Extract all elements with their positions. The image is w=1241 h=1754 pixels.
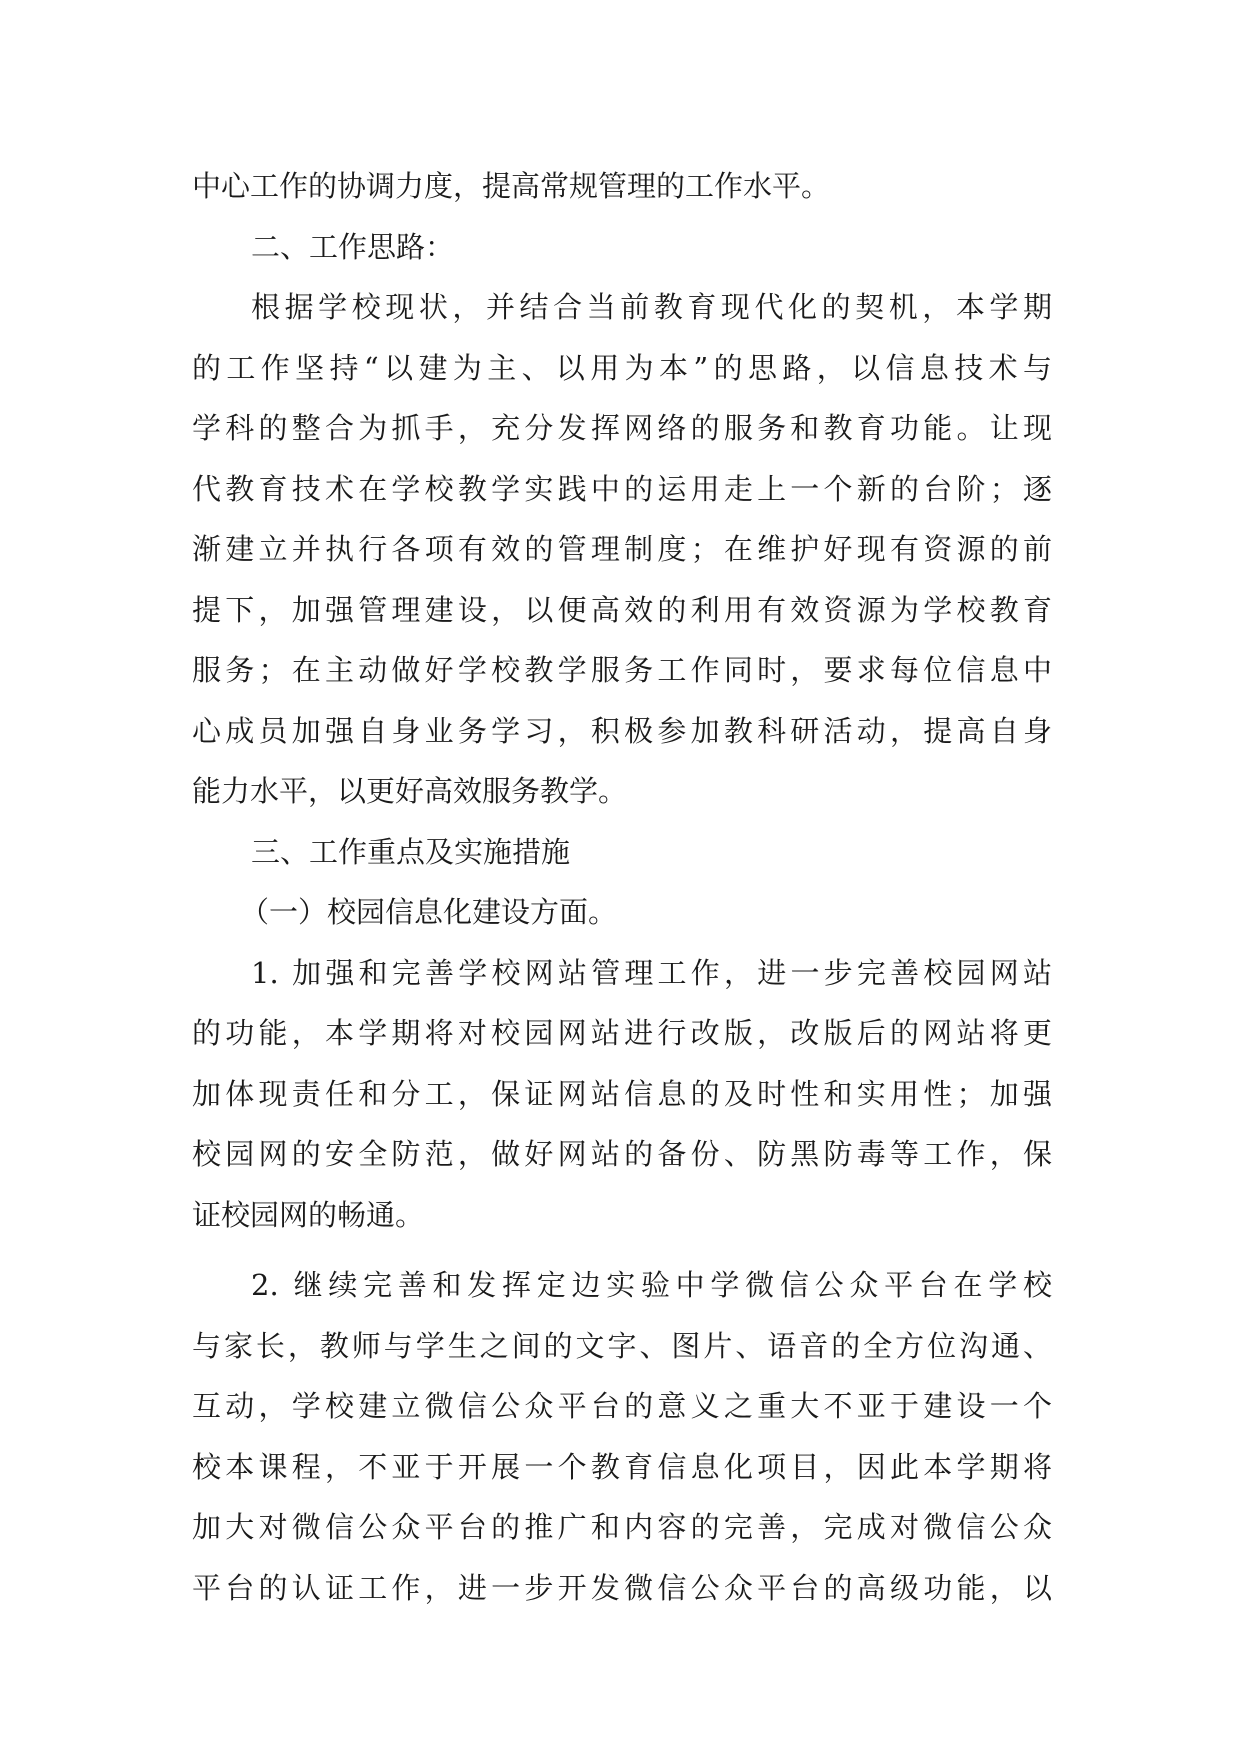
text-line: 加体现责任和分工，保证网站信息的及时性和实用性；加强 — [192, 1076, 1052, 1111]
text-line: 三、工作重点及实施措施 — [251, 834, 571, 869]
paragraph — [192, 822, 1052, 883]
text-line: 心成员加强自身业务学习，积极参加教科研活动，提高自身 — [192, 713, 1052, 748]
text-line: 校本课程，不亚于开展一个教育信息化项目，因此本学期将 — [192, 1449, 1052, 1484]
text-line: 代教育技术在学校教学实践中的运用走上一个新的台阶；逐 — [192, 471, 1052, 506]
text-line: 与家长，教师与学生之间的文字、图片、语音的全方位沟通、 — [192, 1328, 1052, 1363]
paragraph — [192, 156, 1052, 217]
paragraph — [192, 882, 1052, 943]
text-line: 2. 继续完善和发挥定边实验中学微信公众平台在学校 — [251, 1268, 1052, 1302]
paragraph — [192, 217, 1052, 278]
text-line: 平台的认证工作，进一步开发微信公众平台的高级功能，以 — [192, 1570, 1052, 1605]
text-line: 的工作坚持“以建为主、以用为本”的思路，以信息技术与 — [192, 350, 1052, 385]
text-line: （一）校园信息化建设方面。 — [240, 895, 618, 929]
text-line: 二、工作思路： — [251, 229, 455, 264]
document-body — [192, 156, 1052, 1618]
text-line: 1. 加强和完善学校网站管理工作，进一步完善校园网站 — [251, 955, 1052, 990]
text-line: 学科的整合为抓手，充分发挥网络的服务和教育功能。让现 — [192, 411, 1052, 445]
text-line: 证校园网的畅通。 — [192, 1197, 425, 1232]
text-line: 提下，加强管理建设，以便高效的利用有效资源为学校教育 — [192, 592, 1052, 627]
text-line: 渐建立并执行各项有效的管理制度；在维护好现有资源的前 — [192, 532, 1052, 566]
paragraph — [192, 277, 1052, 822]
text-line: 互动，学校建立微信公众平台的意义之重大不亚于建设一个 — [192, 1389, 1052, 1423]
paragraph — [192, 943, 1052, 1246]
paragraph — [192, 1255, 1052, 1618]
text-line: 能力水平，以更好高效服务教学。 — [192, 774, 628, 808]
text-line: 的功能，本学期将对校园网站进行改版，改版后的网站将更 — [192, 1016, 1052, 1050]
text-line: 中心工作的协调力度，提高常规管理的工作水平。 — [192, 169, 831, 203]
paragraph-gap — [192, 1245, 1052, 1255]
text-line: 校园网的安全防范，做好网站的备份、防黑防毒等工作，保 — [192, 1137, 1052, 1171]
text-line: 加大对微信公众平台的推广和内容的完善，完成对微信公众 — [192, 1510, 1052, 1544]
text-line: 根据学校现状，并结合当前教育现代化的契机，本学期 — [251, 290, 1052, 324]
text-line: 服务；在主动做好学校教学服务工作同时，要求每位信息中 — [192, 653, 1052, 687]
